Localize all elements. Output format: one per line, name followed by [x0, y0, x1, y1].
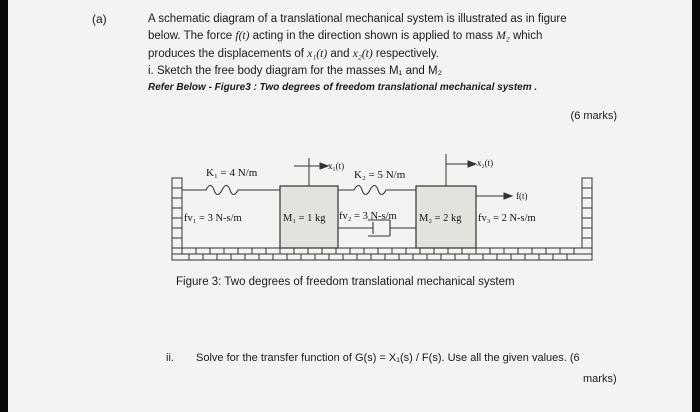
intro-line-3-a: produces the displacements of: [148, 48, 308, 60]
spring-k2: [338, 186, 416, 195]
force-arrow: [476, 193, 512, 199]
intro-line-2: [148, 29, 542, 43]
left-wall: [172, 178, 182, 248]
ground: [172, 248, 592, 260]
x2-label: x₂(t): [477, 158, 494, 168]
question-page: [8, 0, 692, 412]
part-label: (a): [92, 12, 107, 26]
spring-k1: [182, 186, 280, 195]
m2-label: M₂ = 2 kg: [419, 213, 462, 224]
intro-line-3: [148, 47, 439, 61]
question-ii-number: ii.: [166, 352, 174, 364]
fv3-label: fv₃ = 2 N-s/m: [478, 213, 536, 224]
intro-line-3-c: respectively.: [372, 48, 439, 60]
mechanical-system-figure: [168, 148, 598, 273]
x2-symbol: x₂(t): [352, 48, 373, 60]
fv1-label: fv₁ = 3 N-s/m: [184, 213, 242, 224]
marks-i: (6 marks): [570, 110, 617, 122]
intro-line-1: A schematic diagram of a translational mechanical system is illustrated as in figure: [148, 13, 567, 25]
fv2-label: fv₂ = 3 N-s/m: [339, 211, 397, 222]
intro-line-3-b: and: [327, 48, 353, 60]
intro-line-2-a: below. The force: [148, 30, 236, 42]
x1-label: x₁(t): [328, 161, 345, 171]
question-ii-marks: marks): [583, 373, 617, 385]
mass-symbol: M₂: [496, 30, 510, 42]
x2-arrow: [446, 154, 476, 186]
k2-label: K₂ = 5 N/m: [354, 169, 406, 181]
x1-symbol: x₁(t): [307, 48, 328, 60]
figure-reference: Refer Below - Figure3 : Two degrees of freedom translational mechanical system .: [148, 82, 538, 93]
force-label: f(t): [516, 191, 528, 201]
question-ii-text: Solve for the transfer function of G(s) = X₁(s) / F(s). Use all the given values. (6: [196, 352, 580, 364]
intro-line-2-b: acting in the direction shown is applied to mass: [249, 30, 497, 42]
sub-question-i: i. Sketch the free body diagram for the masses M₁ and M₂: [148, 65, 443, 77]
figure-caption: Figure 3: Two degrees of freedom translational mechanical system: [176, 276, 515, 288]
m1-label: M₁ = 1 kg: [283, 213, 326, 224]
force-symbol: f(t): [235, 30, 250, 42]
intro-line-2-c: which: [509, 30, 543, 42]
x1-arrow: [294, 158, 328, 186]
k1-label: K₁ = 4 N/m: [206, 167, 258, 179]
right-wall: [582, 178, 592, 248]
damper-fv2: [338, 220, 416, 236]
